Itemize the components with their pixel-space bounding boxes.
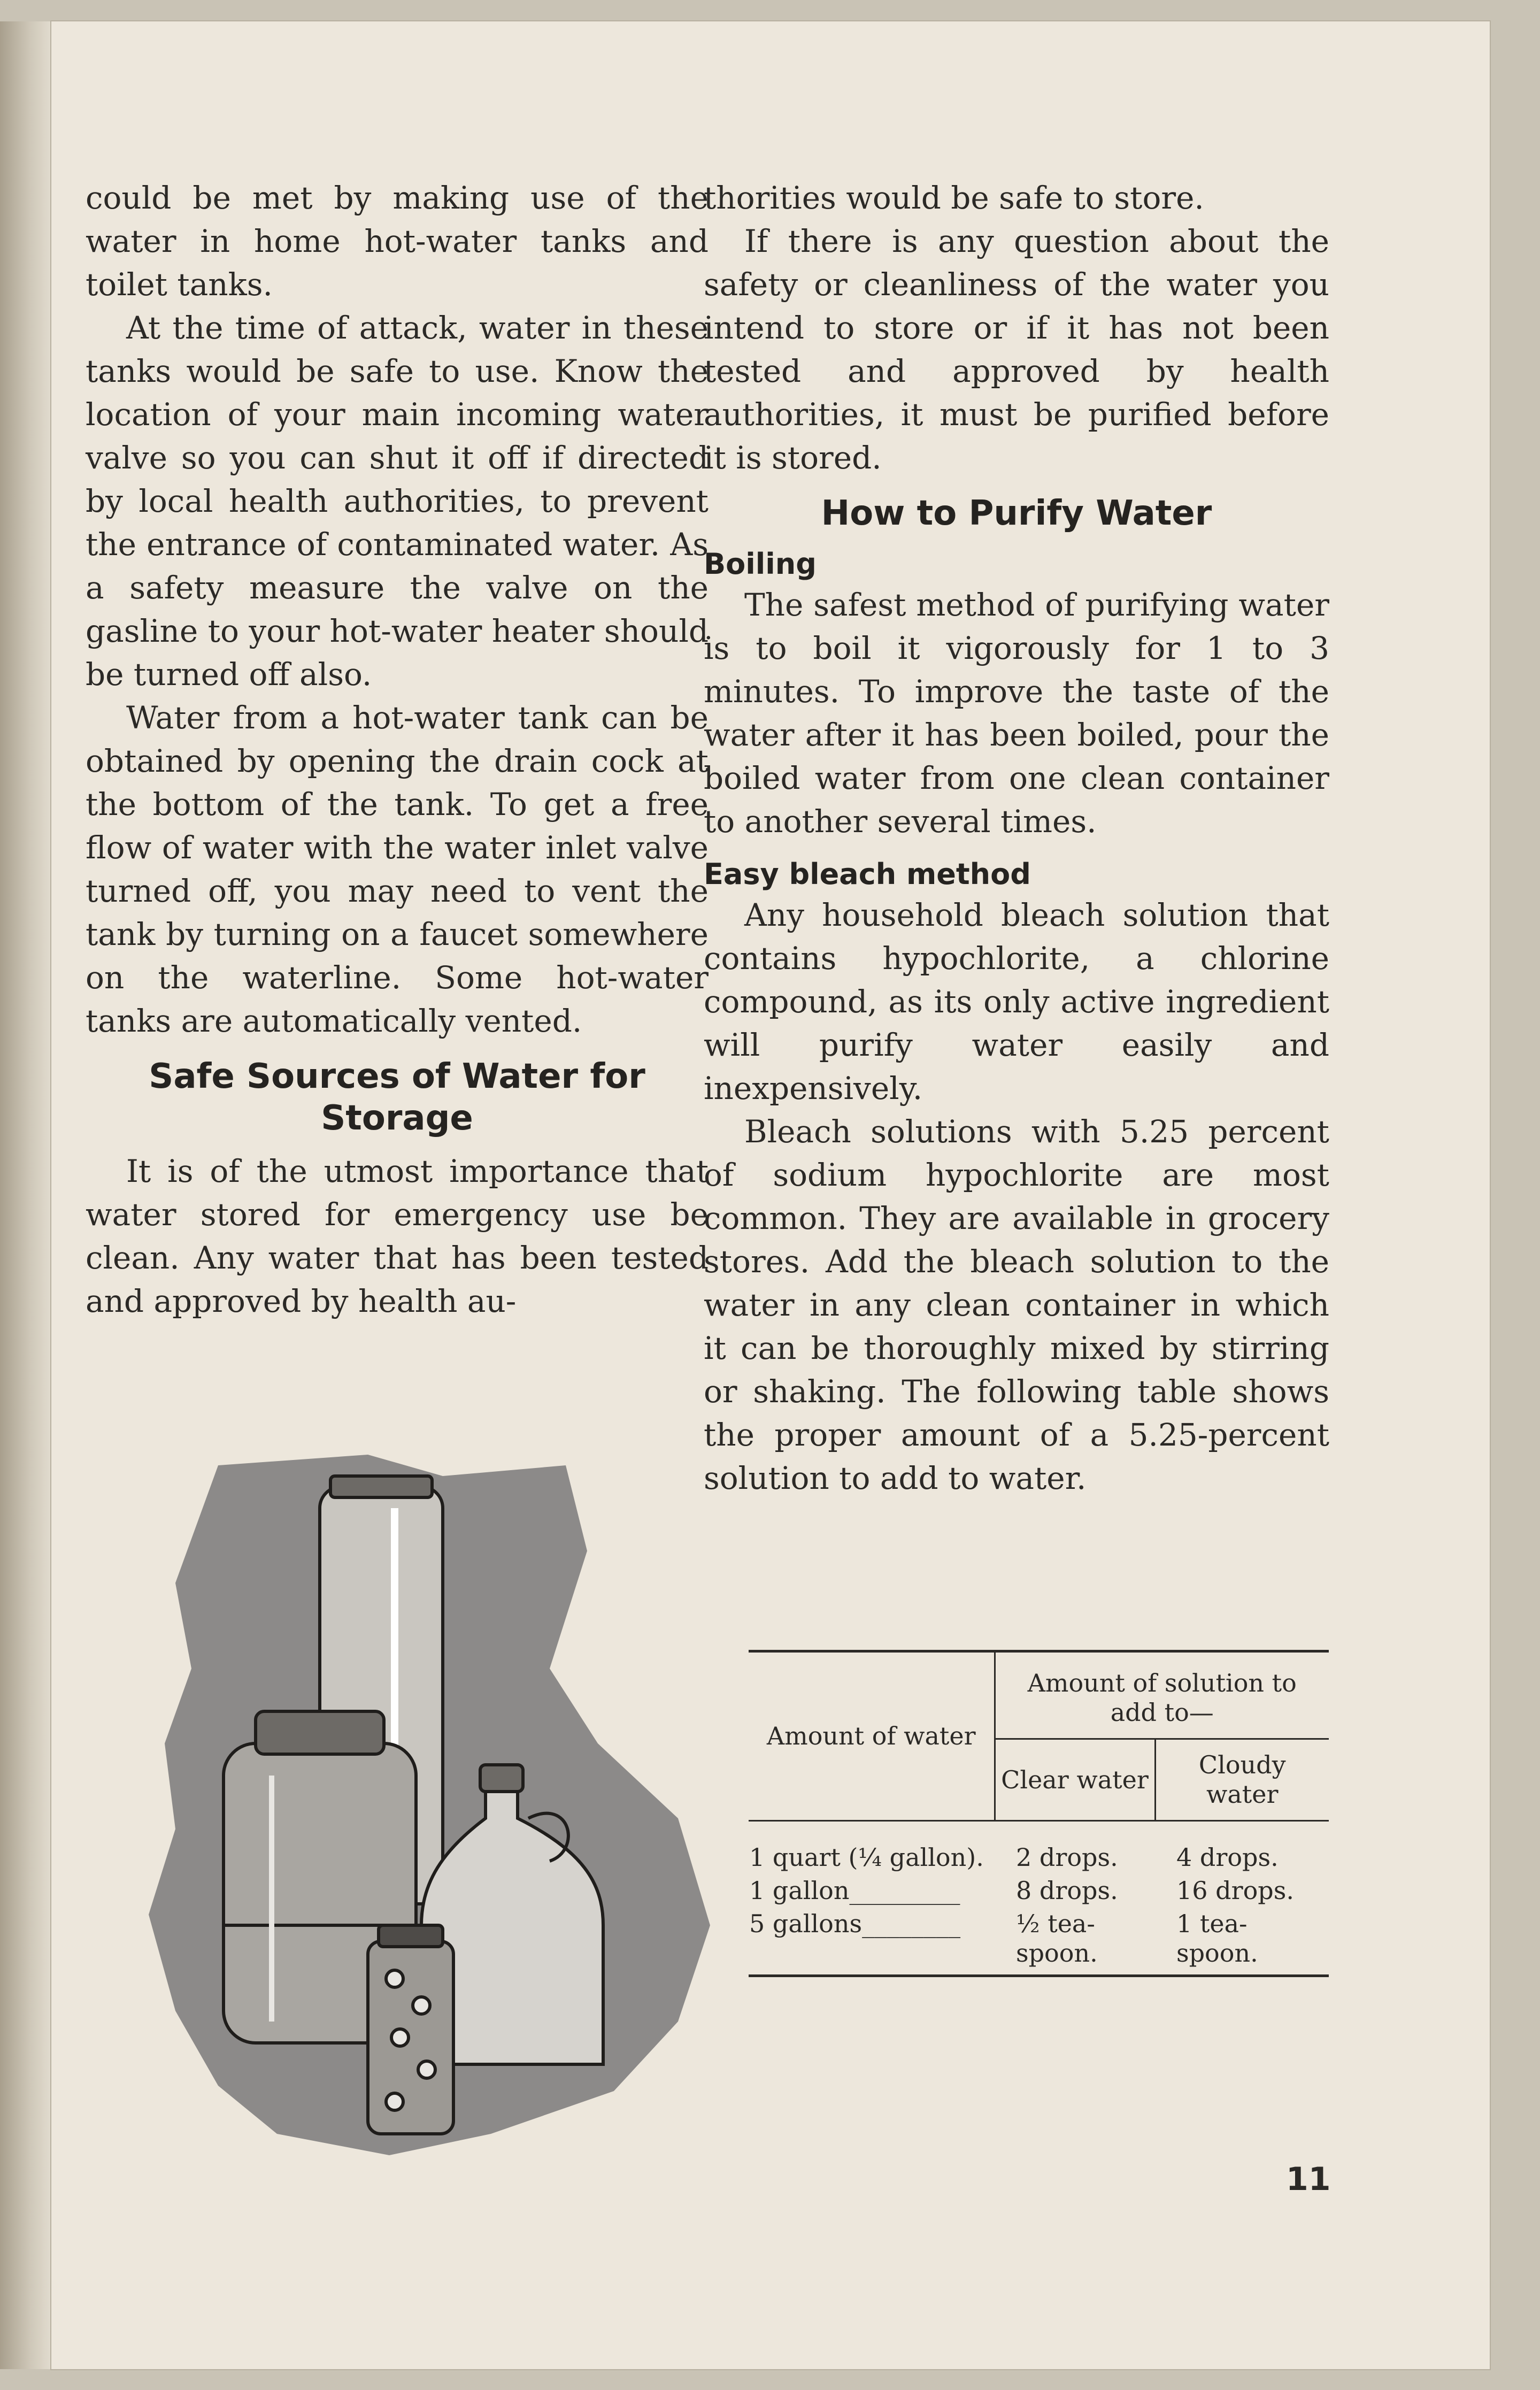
cell-cloudy: 1 tea-spoon. <box>1155 1906 1329 1976</box>
cell-cloudy: 16 drops. <box>1176 1876 1294 1905</box>
section-heading: Safe Sources of Water for Storage <box>149 1057 645 1138</box>
cell-amount: 5 gallons________ <box>749 1906 995 1976</box>
table-row <box>749 1906 1329 1976</box>
table-row <box>749 1821 1329 1873</box>
cell-clear: ½ tea-spoon. <box>995 1906 1155 1976</box>
book-spine <box>0 21 51 2369</box>
paragraph: Bleach solutions with 5.25 percent of sodium hypochlorite are most common. They are available in grocery stores. Add the bleach solution to the water in any clean container in which it can be thoroughly mixed by stirring or shaking. The following table shows the proper amount of a 5.25-percent solution to add to water. <box>704 1113 1329 1496</box>
paragraph: It is of the utmost importance that water stored for emergency use be clean. Any water that has been tested and approved by health au- <box>86 1153 709 1319</box>
col-header-amount: Amount of water <box>749 1651 995 1821</box>
left-column <box>86 176 709 1323</box>
col-header-clear: Clear water <box>995 1739 1155 1821</box>
right-column <box>704 176 1329 1500</box>
paragraph: could be met by making use of the water in home hot-water tanks and toilet tanks. <box>86 180 709 303</box>
page-number: 11 <box>1286 2161 1331 2198</box>
cell-amount: 1 quart (¼ gallon). <box>749 1843 984 1872</box>
subheading: Easy bleach method <box>704 857 1031 891</box>
paragraph: The safest method of purifying water is to boil it vigorously for 1 to 3 minutes. To improve the taste of the water after it has been boiled, pour the boiled water from one clean container to another several times. <box>704 587 1329 840</box>
paragraph: If there is any question about the safety or cleanliness of the water you intend to store or if it has not been tested and approved by health authorities, it must be purified before it is stored. <box>704 223 1329 476</box>
section-heading: How to Purify Water <box>821 494 1212 533</box>
col-header-solution: Amount of solution to add to— <box>995 1651 1329 1739</box>
col-header-cloudy: Cloudy water <box>1155 1739 1329 1821</box>
cell-clear: 2 drops. <box>1016 1843 1118 1872</box>
cell-cloudy: 4 drops. <box>1176 1843 1279 1872</box>
paragraph: Water from a hot-water tank can be obtained by opening the drain cock at the bottom of the tank. To get a free flow of water with the water inlet valve turned off, you may need to vent the tank by turning on a faucet somewhere on the waterline. Some hot-water tanks are automatically vented. <box>86 700 709 1039</box>
paragraph: At the time of attack, water in these tanks would be safe to use. Know the location of your main incoming water valve so you can shut it off if directed by local health authorities, to prevent the entrance of contaminated water. As a safety measure the valve on the gasline to your hot-water heater should be turned off also. <box>86 310 709 693</box>
subheading: Boiling <box>704 547 817 581</box>
paragraph: thorities would be safe to store. <box>704 180 1204 216</box>
cell-clear: 8 drops. <box>1016 1876 1118 1905</box>
small-bottle <box>368 1925 453 2134</box>
bleach-dosage-table <box>749 1650 1329 1977</box>
paragraph: Any household bleach solution that contains hypochlorite, a chlorine compound, as its only active ingredient will purify water easily and inexpensively. <box>704 897 1329 1106</box>
table-row <box>749 1873 1329 1906</box>
water-containers-illustration <box>143 1444 710 2166</box>
cell-amount: 1 gallon_________ <box>749 1876 960 1905</box>
